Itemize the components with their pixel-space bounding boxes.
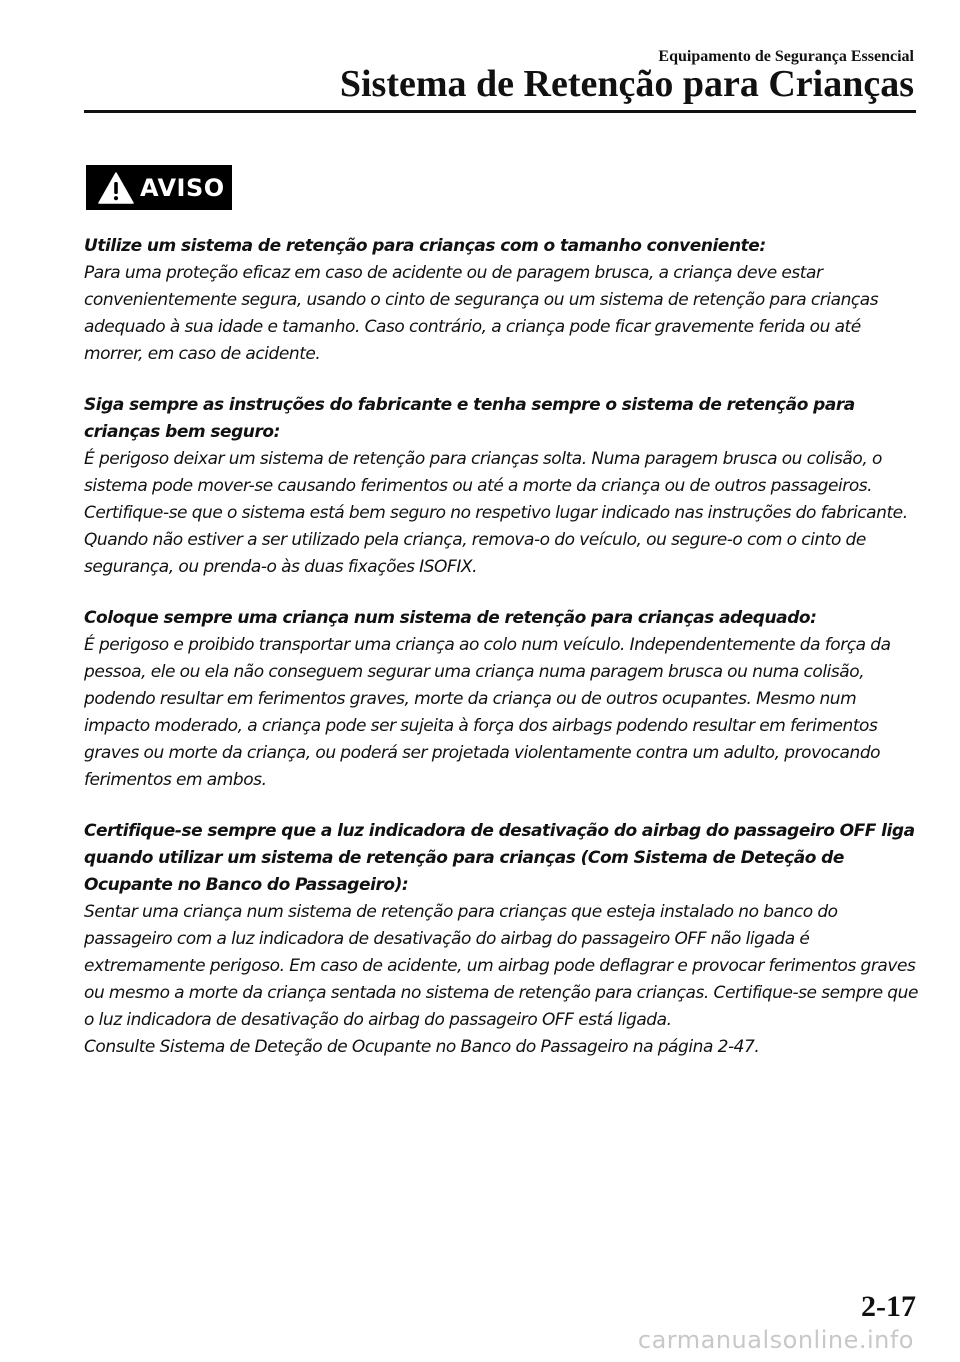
warning-block-1 (84, 233, 920, 368)
block-body: Sentar uma criança num sistema de retenção para crianças que esteja instalado no banco do passageiro com a luz indicadora de desativação do airbag do passageiro OFF não ligada é extremamente perigoso. Em caso de acidente, um airbag pode deflagrar e provocar ferimentos graves ou mesmo a morte da criança sentada no sistema de retenção para crianças. Certifique-se sempre que o luz indicadora de desativação do airbag do passageiro OFF está ligada. (84, 902, 918, 1030)
watermark: carmanualsonline.info (637, 1326, 914, 1354)
warning-triangle-icon (98, 172, 134, 204)
warning-label: AVISO (140, 173, 225, 202)
warning-block-3 (84, 605, 920, 794)
block-body: Para uma proteção eficaz em caso de acidente ou de paragem brusca, a criança deve estar convenientemente segura, usando o cinto de segurança ou um sistema de retenção para crianças adequado à sua idade e tamanho. Caso contrário, a criança pode ficar gravemente ferida ou até morrer, em caso de acidente. (84, 263, 879, 364)
block-body: É perigoso deixar um sistema de retenção para crianças solta. Numa paragem brusca ou colisão, o sistema pode mover-se causando ferimentos ou até a morte da criança ou de outros passageiros. Certifique-se que o sistema está bem seguro no respetivo lugar indicado nas instruções do fabricante. Quando não estiver a ser utilizado pela criança, remova-o do veículo, ou segure-o com o cinto de segurança, ou prenda-o às duas fixações ISOFIX. (84, 449, 908, 577)
header-divider (84, 110, 916, 113)
warning-content (84, 233, 920, 1085)
warning-block-4 (84, 818, 920, 1061)
section-title: Equipamento de Segurança Essencial (658, 48, 914, 65)
block-heading: Siga sempre as instruções do fabricante e tenha sempre o sistema de retenção para crianças bem seguro: (84, 395, 855, 442)
page-title: Sistema de Retenção para Crianças (339, 63, 914, 105)
warning-block-2 (84, 392, 920, 581)
page-reference: Consulte Sistema de Deteção de Ocupante no Banco do Passageiro na página 2-47. (84, 1037, 760, 1057)
block-heading: Coloque sempre uma criança num sistema de retenção para crianças adequado: (84, 608, 817, 628)
block-body: É perigoso e proibido transportar uma criança ao colo num veículo. Independentemente da força da pessoa, ele ou ela não conseguem segurar uma criança numa paragem brusca ou numa colisão, podendo resultar em ferimentos graves, morte da criança ou de outros ocupantes. Mesmo num impacto moderado, a criança pode ser sujeita à força dos airbags podendo resultar em ferimentos graves ou morte da criança, ou poderá ser projetada violentamente contra um adulto, provocando ferimentos em ambos. (84, 635, 891, 790)
page-number: 2-17 (861, 1290, 916, 1323)
block-heading: Utilize um sistema de retenção para crianças com o tamanho conveniente: (84, 236, 766, 256)
block-heading: Certifique-se sempre que a luz indicadora de desativação do airbag do passageiro OFF liga quando utilizar um sistema de retenção para crianças (Com Sistema de Deteção de Ocupante no Banco do Passageiro): (84, 821, 915, 895)
warning-badge (86, 165, 232, 210)
